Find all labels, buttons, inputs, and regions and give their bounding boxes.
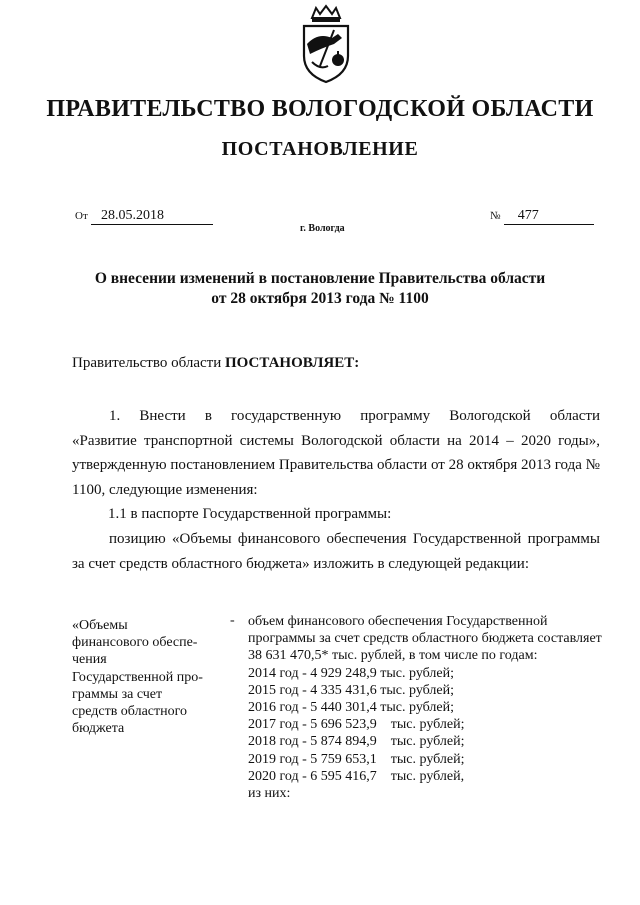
year-line: 2018 год - 5 874 894,9 тыс. рублей; <box>248 734 465 750</box>
table-left-column <box>72 617 222 737</box>
year-line: 2019 год - 5 759 653,1 тыс. рублей; <box>248 751 465 767</box>
left-line: бюджета <box>72 721 125 737</box>
item-1-continuation: «Развитие транспортной системы Вологодской области на 2014 – 2020 годы», утвержденную постановлением Правительства области от 28 октября 2013 года № 1100, следующие изменения: <box>72 432 600 498</box>
document-type: ПОСТАНОВЛЕНИЕ <box>221 138 419 160</box>
city-label: г. Вологда <box>300 223 345 234</box>
table-right-column <box>248 613 603 802</box>
year-line: 2016 год - 5 440 301,4 тыс. рублей; <box>248 700 455 716</box>
document-body <box>72 404 600 576</box>
item-1-1-detail: позицию «Объемы финансового обеспечения Государственной программы за счет средств областного бюджета» изложить в следующей редакции: <box>72 530 600 572</box>
document-date <box>75 207 213 225</box>
document-number <box>490 207 594 225</box>
left-line: Государственной про- <box>72 669 203 685</box>
subject-line-1: О внесении изменений в постановление Правительства области <box>94 270 546 287</box>
year-line: 2014 год - 4 929 248,9 тыс. рублей; <box>248 665 455 681</box>
year-line: 2017 год - 5 696 523,9 тыс. рублей; <box>248 717 465 733</box>
left-line: финансового обеспе- <box>72 635 198 651</box>
document-subject <box>0 269 640 309</box>
decree-prefix: Правительство области <box>72 355 222 371</box>
decree-statement <box>72 355 359 372</box>
year-line: 2015 год - 4 335 431,6 тыс. рублей; <box>248 682 455 698</box>
subject-line-2: от 28 октября 2013 года № 1100 <box>211 290 429 307</box>
left-line: средств областного <box>72 704 188 720</box>
funding-intro: объем финансового обеспечения Государственной программы за счет средств областного бюджета составляет 38 631 470,5* тыс. рублей, в том числе по годам: <box>248 614 602 664</box>
left-line: чения <box>72 652 107 668</box>
item-1-1: 1.1 в паспорте Государственной программы: <box>108 506 392 523</box>
funding-closing: из них: <box>248 786 291 802</box>
left-line: граммы за счет <box>72 686 163 702</box>
left-line: «Объемы <box>72 618 128 633</box>
year-line: 2020 год - 6 595 416,7 тыс. рублей, <box>248 768 465 784</box>
table-dash: - <box>230 613 235 628</box>
number-value: 477 <box>504 208 594 225</box>
decree-keyword: ПОСТАНОВЛЯЕТ: <box>224 355 360 371</box>
number-label: № <box>490 210 501 222</box>
date-value: 28.05.2018 <box>91 208 213 225</box>
coat-of-arms-emblem <box>298 4 354 84</box>
date-label: От <box>75 210 88 222</box>
item-1-first-line: 1. Внести в государственную программу Вологодской области <box>109 408 600 424</box>
government-title: ПРАВИТЕЛЬСТВО ВОЛОГОДСКОЙ ОБЛАСТИ <box>46 96 594 122</box>
